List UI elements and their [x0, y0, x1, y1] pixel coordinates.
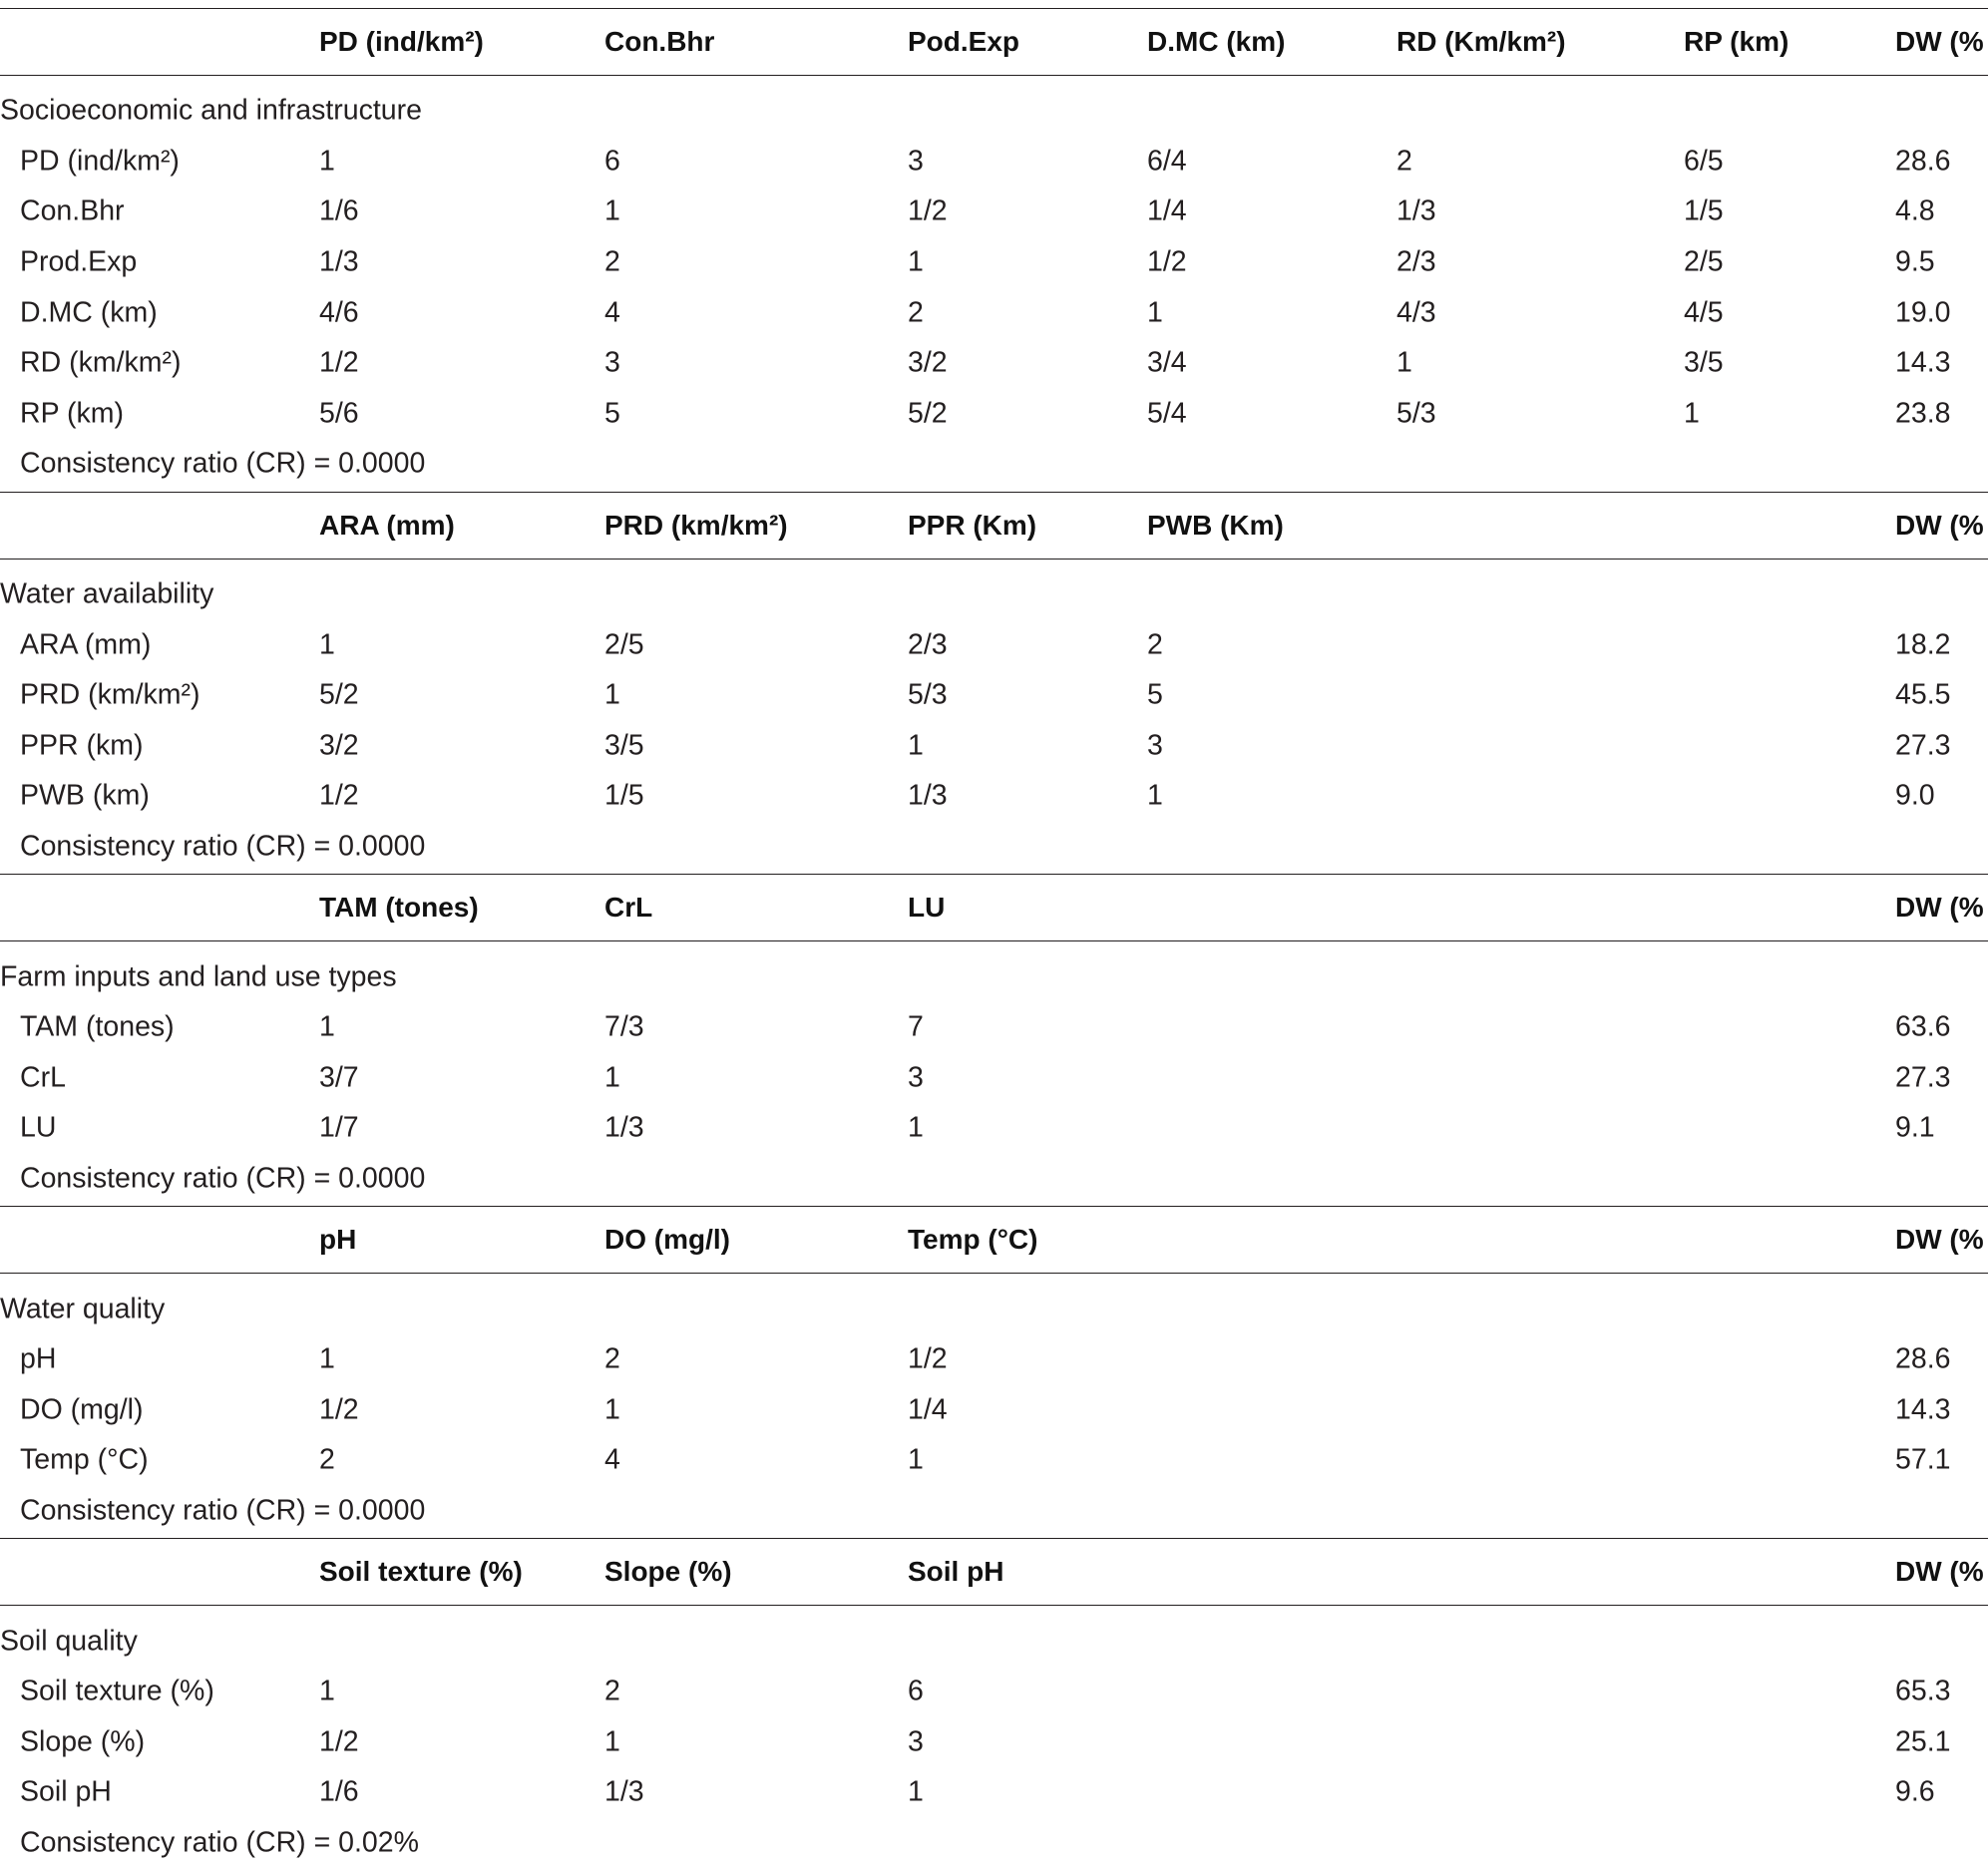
row-label: RD (km/km²): [20, 346, 182, 379]
table-row: [0, 1103, 1988, 1154]
table-row: [0, 1002, 1988, 1053]
column-header: pH: [319, 1224, 357, 1256]
consistency-ratio: Consistency ratio (CR) = 0.0000: [20, 830, 426, 863]
cell: 1: [319, 628, 335, 661]
cell: 1: [908, 1443, 924, 1476]
cell: 1: [319, 145, 335, 178]
column-header: LU: [908, 892, 946, 924]
column-header: TAM (tones): [319, 892, 479, 924]
table-row: [0, 1767, 1988, 1818]
column-header: Soil pH: [908, 1556, 1004, 1588]
cell: 1: [908, 1775, 924, 1808]
row-label: Prod.Exp: [20, 245, 138, 278]
dw-cell: 65.3: [1895, 1675, 1951, 1707]
dw-cell: 28.6: [1895, 1342, 1951, 1375]
table-row: [0, 1053, 1988, 1104]
row-label: pH: [20, 1342, 57, 1375]
cell: 3/4: [1147, 346, 1187, 379]
cell: 5/3: [908, 678, 948, 711]
cell: 1: [1147, 779, 1163, 812]
row-label: Slope (%): [20, 1725, 146, 1758]
dw-cell: 27.3: [1895, 729, 1951, 762]
cell: 2: [1396, 145, 1412, 178]
cell: 1/3: [319, 245, 359, 278]
cell: 1/3: [604, 1775, 644, 1808]
section-label: Farm inputs and land use types: [0, 960, 397, 993]
row-label: PD (ind/km²): [20, 145, 180, 178]
table-row: [0, 389, 1988, 440]
cell: 3/7: [319, 1061, 359, 1094]
row-label: Temp (°C): [20, 1443, 149, 1476]
cell: 6: [604, 145, 620, 178]
table-row: [0, 338, 1988, 389]
column-header: DO (mg/l): [604, 1224, 730, 1256]
column-header: RD (Km/km²): [1396, 26, 1566, 57]
column-header-row: [0, 9, 1988, 76]
column-header-row: [0, 1207, 1988, 1274]
column-header: CrL: [604, 892, 653, 924]
table-row: [0, 237, 1988, 288]
row-label: PPR (km): [20, 729, 144, 762]
cell: 5: [604, 397, 620, 430]
cell: 2/3: [908, 628, 948, 661]
dw-cell: 9.6: [1895, 1775, 1935, 1808]
consistency-ratio-row: [0, 1486, 1988, 1537]
row-label: PWB (km): [20, 779, 150, 812]
criteria-block-water-quality: [0, 1206, 1988, 1538]
section-label: Water quality: [0, 1293, 166, 1325]
cell: 1/4: [1147, 194, 1187, 227]
table-row: [0, 137, 1988, 187]
row-label: Soil pH: [20, 1775, 112, 1808]
cell: 1: [1396, 346, 1412, 379]
table-row: [0, 771, 1988, 822]
consistency-ratio-row: [0, 439, 1988, 490]
dw-cell: 4.8: [1895, 194, 1935, 227]
cell: 2: [319, 1443, 335, 1476]
cell: 1: [604, 1393, 620, 1426]
cell: 1: [908, 245, 924, 278]
cell: 5: [1147, 678, 1163, 711]
cell: 2: [604, 1675, 620, 1707]
cell: 1: [1147, 296, 1163, 329]
cell: 2: [908, 296, 924, 329]
column-header-dw: DW (%: [1895, 1224, 1984, 1256]
row-label: LU: [20, 1111, 57, 1144]
cell: 1/7: [319, 1111, 359, 1144]
column-header: ARA (mm): [319, 509, 455, 541]
cell: 3: [908, 1725, 924, 1758]
consistency-ratio-row: [0, 1154, 1988, 1205]
row-label: TAM (tones): [20, 1010, 175, 1043]
cell: 1/2: [908, 1342, 948, 1375]
row-label: RP (km): [20, 397, 124, 430]
consistency-ratio: Consistency ratio (CR) = 0.02%: [20, 1826, 419, 1859]
cell: 1/4: [908, 1393, 948, 1426]
cell: 7/3: [604, 1010, 644, 1043]
cell: 3/2: [319, 729, 359, 762]
table-row: [0, 1435, 1988, 1486]
column-header: PWB (Km): [1147, 509, 1284, 541]
section-label: Socioeconomic and infrastructure: [0, 94, 422, 127]
column-header: D.MC (km): [1147, 26, 1286, 57]
dw-cell: 18.2: [1895, 628, 1951, 661]
criteria-block-water-availability: [0, 492, 1988, 875]
table-row: [0, 1334, 1988, 1385]
table-row: [0, 619, 1988, 670]
cell: 3: [1147, 729, 1163, 762]
dw-cell: 27.3: [1895, 1061, 1951, 1094]
table-row: [0, 721, 1988, 772]
cell: 1/2: [908, 194, 948, 227]
cell: 1: [319, 1342, 335, 1375]
row-label: Con.Bhr: [20, 194, 125, 227]
cell: 2: [604, 1342, 620, 1375]
dw-cell: 9.0: [1895, 779, 1935, 812]
column-header-row: [0, 1539, 1988, 1606]
column-header-dw: DW (%: [1895, 892, 1984, 924]
dw-cell: 14.3: [1895, 346, 1951, 379]
dw-cell: 14.3: [1895, 1393, 1951, 1426]
section-label: Water availability: [0, 577, 214, 610]
row-label: ARA (mm): [20, 628, 152, 661]
cell: 1/6: [319, 194, 359, 227]
cell: 5/3: [1396, 397, 1436, 430]
table-row: [0, 1667, 1988, 1717]
row-label: PRD (km/km²): [20, 678, 200, 711]
consistency-ratio-row: [0, 822, 1988, 873]
dw-cell: 28.6: [1895, 145, 1951, 178]
cell: 5/2: [319, 678, 359, 711]
cell: 6/5: [1684, 145, 1724, 178]
dw-cell: 9.5: [1895, 245, 1935, 278]
column-header: Slope (%): [604, 1556, 732, 1588]
cell: 1/2: [319, 346, 359, 379]
cell: 1/2: [319, 1393, 359, 1426]
dw-cell: 45.5: [1895, 678, 1951, 711]
section-label-row: [0, 569, 1988, 620]
table-row: [0, 670, 1988, 721]
consistency-ratio: Consistency ratio (CR) = 0.0000: [20, 1494, 426, 1527]
section-label-row: [0, 951, 1988, 1002]
dw-cell: 25.1: [1895, 1725, 1951, 1758]
cell: 2: [604, 245, 620, 278]
cell: 6/4: [1147, 145, 1187, 178]
cell: 1/3: [908, 779, 948, 812]
cell: 4/3: [1396, 296, 1436, 329]
column-header: Soil texture (%): [319, 1556, 523, 1588]
cell: 3/5: [604, 729, 644, 762]
cell: 5/6: [319, 397, 359, 430]
cell: 2: [1147, 628, 1163, 661]
row-label: Soil texture (%): [20, 1675, 214, 1707]
cell: 4: [604, 296, 620, 329]
cell: 4/5: [1684, 296, 1724, 329]
ahp-pairwise-comparison-table: [0, 8, 1988, 1870]
cell: 3: [908, 1061, 924, 1094]
column-header: Con.Bhr: [604, 26, 715, 57]
criteria-block-soil-quality: [0, 1538, 1988, 1870]
cell: 3: [604, 346, 620, 379]
dw-cell: 9.1: [1895, 1111, 1935, 1144]
cell: 1: [908, 1111, 924, 1144]
dw-cell: 57.1: [1895, 1443, 1951, 1476]
section-label: Soil quality: [0, 1625, 138, 1658]
cell: 3/5: [1684, 346, 1724, 379]
cell: 7: [908, 1010, 924, 1043]
column-header-dw: DW (%: [1895, 509, 1984, 541]
cell: 1: [604, 1725, 620, 1758]
section-label-row: [0, 86, 1988, 137]
criteria-block-socioeconomic: [0, 8, 1988, 492]
column-header-dw: DW (%: [1895, 1556, 1984, 1588]
table-row: [0, 1716, 1988, 1767]
table-row: [0, 287, 1988, 338]
cell: 1: [604, 678, 620, 711]
cell: 2/5: [1684, 245, 1724, 278]
cell: 2/3: [1396, 245, 1436, 278]
cell: 3: [908, 145, 924, 178]
column-header: PD (ind/km²): [319, 26, 484, 57]
column-header-row: [0, 875, 1988, 941]
column-header: PRD (km/km²): [604, 509, 788, 541]
cell: 4: [604, 1443, 620, 1476]
dw-cell: 23.8: [1895, 397, 1951, 430]
cell: 1/2: [319, 779, 359, 812]
cell: 1/2: [319, 1725, 359, 1758]
column-header: Temp (°C): [908, 1224, 1038, 1256]
cell: 5/2: [908, 397, 948, 430]
section-label-row: [0, 1616, 1988, 1667]
cell: 1/2: [1147, 245, 1187, 278]
consistency-ratio: Consistency ratio (CR) = 0.0000: [20, 1162, 426, 1195]
cell: 1: [908, 729, 924, 762]
consistency-ratio: Consistency ratio (CR) = 0.0000: [20, 447, 426, 480]
column-header-row: [0, 493, 1988, 560]
cell: 1: [319, 1675, 335, 1707]
column-header: RP (km): [1684, 26, 1789, 57]
cell: 1: [604, 194, 620, 227]
consistency-ratio-row: [0, 1818, 1988, 1869]
cell: 1/5: [1684, 194, 1724, 227]
row-label: D.MC (km): [20, 296, 158, 329]
cell: 1: [319, 1010, 335, 1043]
cell: 1/3: [1396, 194, 1436, 227]
criteria-block-farm-inputs: [0, 874, 1988, 1206]
cell: 2/5: [604, 628, 644, 661]
section-label-row: [0, 1284, 1988, 1334]
table-row: [0, 187, 1988, 237]
cell: 1: [1684, 397, 1700, 430]
cell: 1: [604, 1061, 620, 1094]
dw-cell: 19.0: [1895, 296, 1951, 329]
row-label: DO (mg/l): [20, 1393, 144, 1426]
column-header: PPR (Km): [908, 509, 1037, 541]
row-label: CrL: [20, 1061, 66, 1094]
column-header: Pod.Exp: [908, 26, 1020, 57]
dw-cell: 63.6: [1895, 1010, 1951, 1043]
cell: 4/6: [319, 296, 359, 329]
cell: 1/3: [604, 1111, 644, 1144]
cell: 1/6: [319, 1775, 359, 1808]
table-row: [0, 1384, 1988, 1435]
cell: 5/4: [1147, 397, 1187, 430]
column-header-dw: DW (%: [1895, 26, 1984, 57]
cell: 1/5: [604, 779, 644, 812]
cell: 3/2: [908, 346, 948, 379]
cell: 6: [908, 1675, 924, 1707]
